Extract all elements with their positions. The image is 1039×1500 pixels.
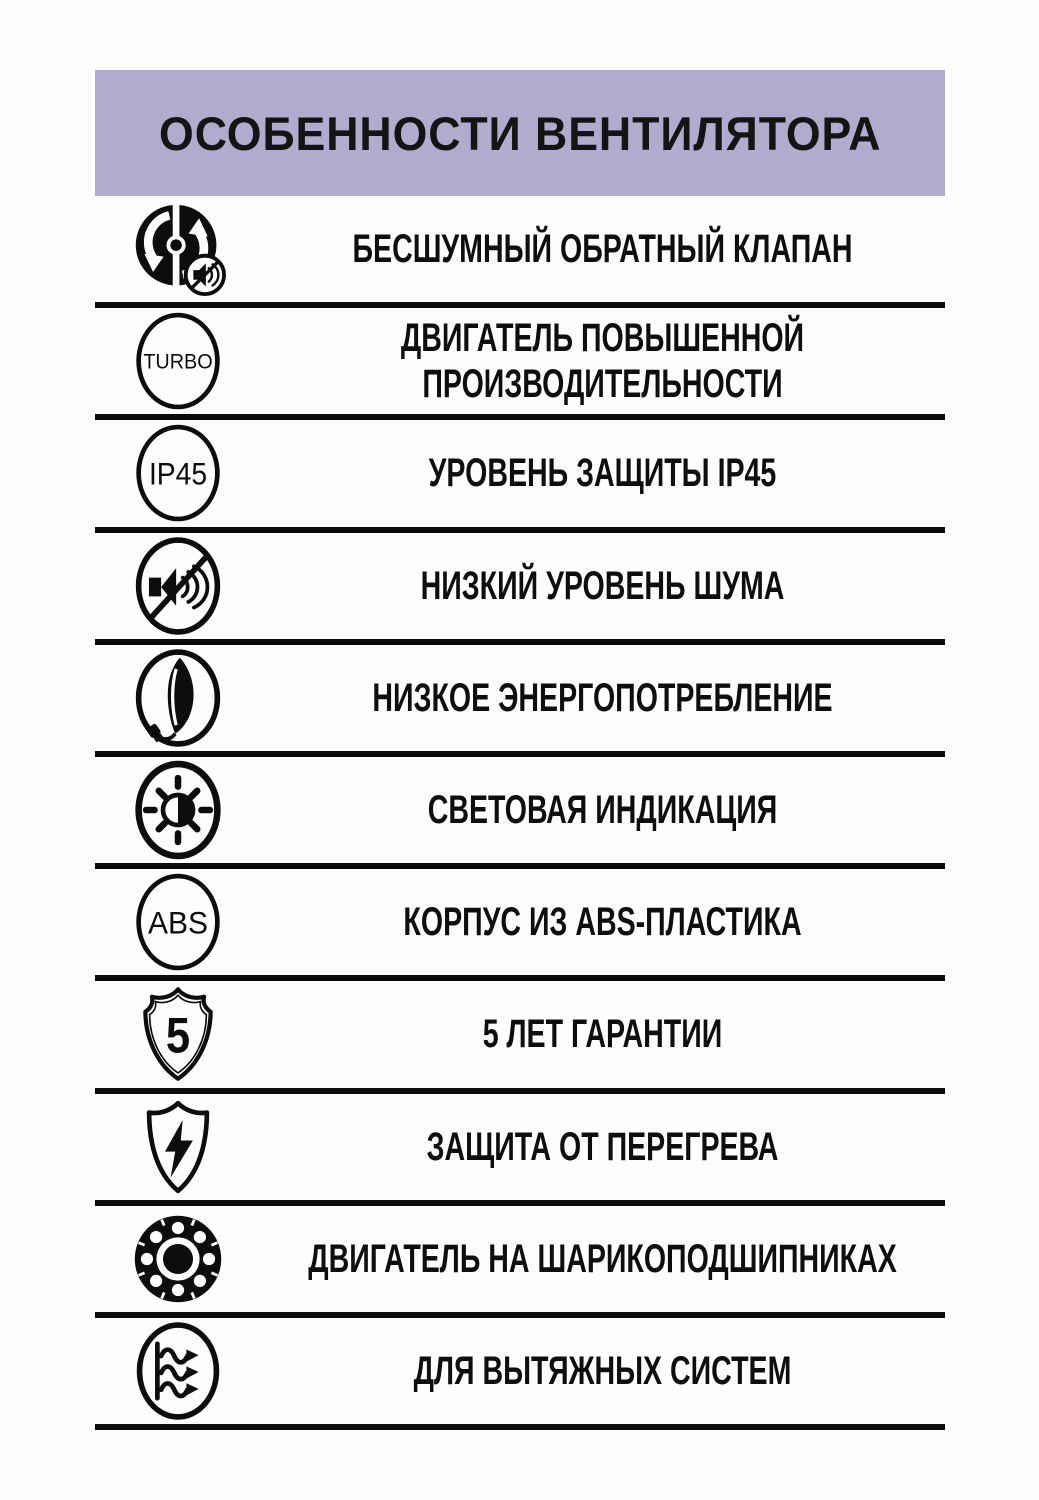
light-indication-icon [133,760,223,860]
silent-check-valve-icon [128,201,228,297]
text-cell [260,1236,945,1282]
feature-label: НИЗКОЕ ЭНЕРГОПОТРЕБЛЕНИЕ [372,675,833,720]
feature-row [95,757,945,869]
abs-plastic-icon [133,872,223,972]
turbo-icon-text: TURBO [142,348,213,374]
feature-row [95,420,945,532]
feature-row [95,308,945,420]
header-banner [95,70,945,196]
icon-cell [95,648,260,748]
icon-cell [95,201,260,297]
feature-row [95,533,945,645]
feature-label: ДЛЯ ВЫТЯЖНЫХ СИСТЕМ [413,1348,792,1393]
feature-row [95,869,945,981]
feature-row [95,645,945,757]
icon-cell [95,311,260,411]
ball-bearing-icon [131,1212,225,1306]
text-cell [260,563,945,609]
icon-cell [95,536,260,636]
text-cell [260,787,945,833]
ip45-icon-text: IP45 [148,455,207,492]
feature-row [95,1206,945,1318]
feature-list [95,196,945,1430]
text-cell [260,226,945,272]
overheat-protection-shield-icon [137,1097,219,1197]
warranty-5-shield-icon [137,984,219,1084]
icon-cell [95,872,260,972]
low-noise-icon [133,536,223,636]
exhaust-airflow-icon [133,1321,223,1421]
text-cell [260,450,945,496]
feature-label: ЗАЩИТА ОТ ПЕРЕГРЕВА [426,1124,779,1169]
icon-cell [95,1321,260,1421]
text-cell [260,899,945,945]
text-cell [260,1348,945,1394]
eco-energy-leaf-icon [133,648,223,748]
icon-cell [95,760,260,860]
icon-cell [95,1097,260,1197]
feature-label: КОРПУС ИЗ ABS-ПЛАСТИКА [403,900,802,945]
warranty-icon-text: 5 [165,1007,190,1065]
feature-row [95,981,945,1093]
feature-label: 5 ЛЕТ ГАРАНТИИ [482,1012,723,1057]
text-cell [260,315,945,407]
icon-cell [95,423,260,523]
page-title: ОСОБЕННОСТИ ВЕНТИЛЯТОРА [158,106,882,160]
feature-label: БЕСШУМНЫЙ ОБРАТНЫЙ КЛАПАН [352,227,853,272]
ip45-protection-icon [133,423,223,523]
feature-row [95,1318,945,1430]
text-cell [260,1124,945,1170]
feature-label: ДВИГАТЕЛЬ НА ШАРИКОПОДШИПНИКАХ [308,1236,897,1281]
feature-label: СВЕТОВАЯ ИНДИКАЦИЯ [427,788,778,833]
feature-label: ДВИГАТЕЛЬ ПОВЫШЕННОЙ ПРОИЗВОДИТЕЛЬНОСТИ [400,316,805,407]
feature-label: НИЗКИЙ УРОВЕНЬ ШУМА [420,563,785,608]
icon-cell [95,984,260,1084]
text-cell [260,675,945,721]
icon-cell [95,1212,260,1306]
feature-row [95,1094,945,1206]
feature-label: УРОВЕНЬ ЗАЩИТЫ IP45 [428,451,777,496]
feature-row [95,196,945,308]
text-cell [260,1011,945,1057]
turbo-motor-icon [133,311,223,411]
abs-icon-text: ABS [147,904,208,941]
